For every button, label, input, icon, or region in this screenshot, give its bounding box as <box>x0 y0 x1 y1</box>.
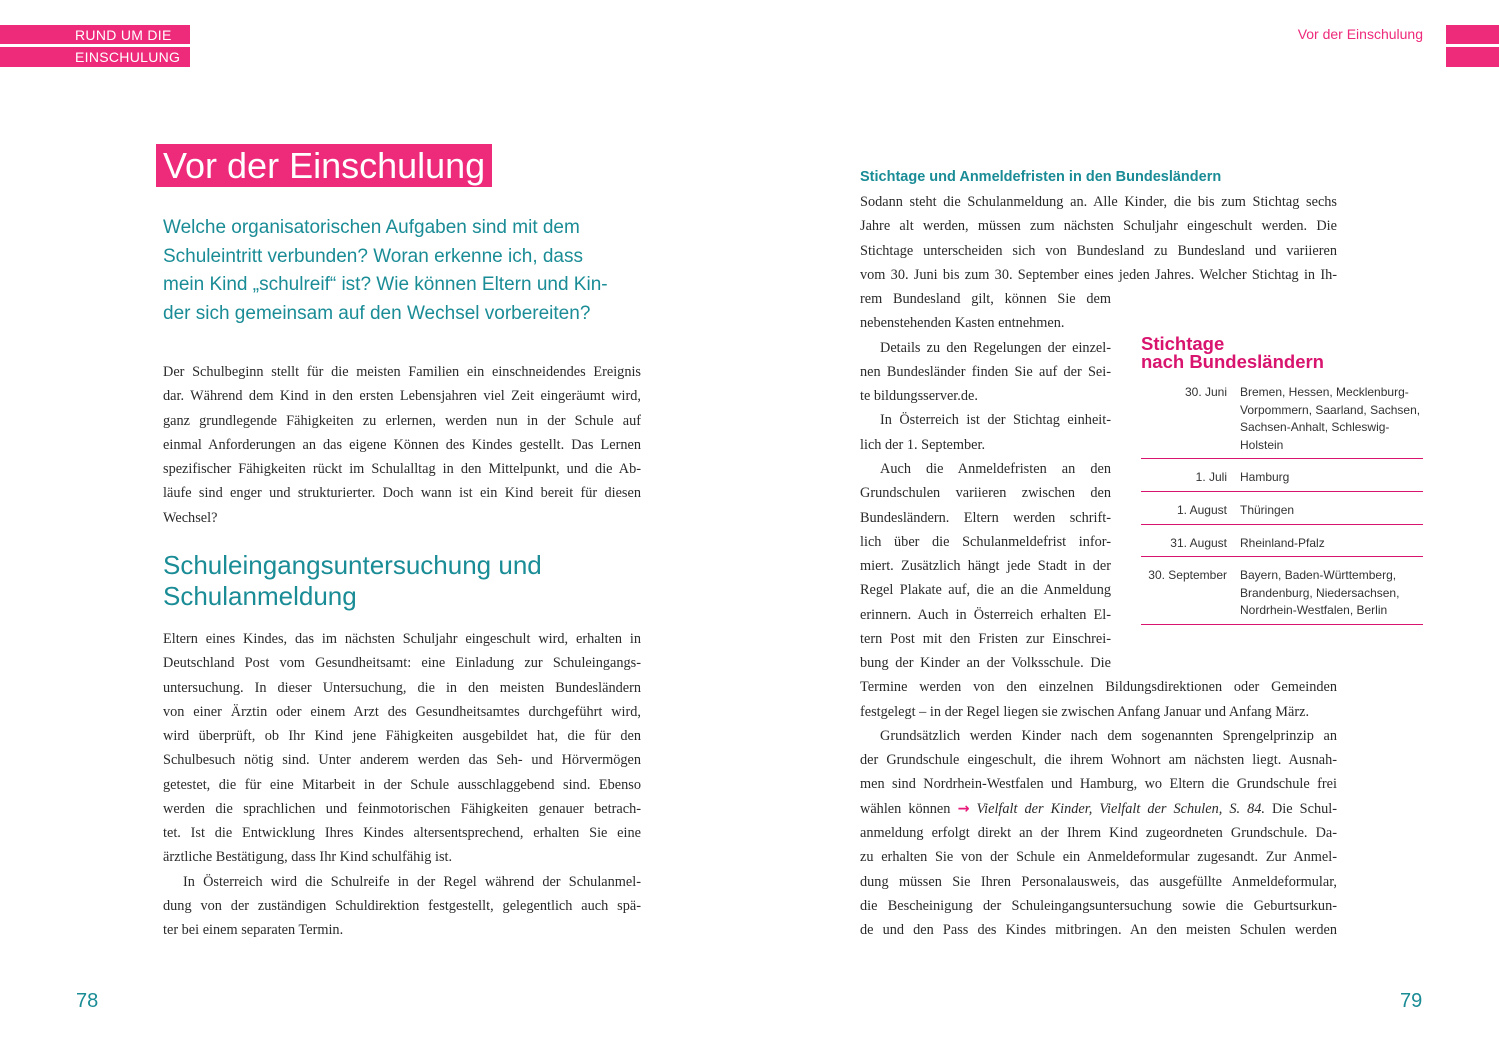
text-line: miert. Zusätzlich hängt jede Stadt in der <box>860 558 1111 575</box>
text-line: wird überprüft, ob Ihr Kind jene Fähigkeiten ausgebildet hat, die für den <box>163 728 641 745</box>
text-line: anmeldung erfolgt direkt an der Ihrem Kind zugeordneten Grundschule. Da- <box>860 825 1337 842</box>
text-line: lich der 1. September. <box>860 436 986 453</box>
section-heading-line: Schuleingangsuntersuchung und <box>163 550 542 580</box>
section-tag-line-1: RUND UM DIE <box>75 27 172 43</box>
stichtage-table <box>1141 382 1423 625</box>
intro-line: mein Kind „schulreif“ ist? Wie können Eltern und Kin- <box>163 274 608 296</box>
text-line: Wechsel? <box>163 509 218 526</box>
section-heading-line: Schulanmeldung <box>163 581 357 611</box>
row-date: 1. Juli <box>1195 470 1227 485</box>
text-line: ärztliche Bestätigung, dass Ihr Kind schulfähig ist. <box>163 849 453 866</box>
text-line: untersuchung. In dieser Untersuchung, die in den meisten Bundesländern <box>163 679 641 696</box>
text-line: Bundesländern. Eltern werden schrift- <box>860 509 1111 526</box>
text-line: Der Schulbeginn stellt für die meisten Familien ein einschneidendes Ereignis <box>163 364 641 380</box>
subheading: Stichtage und Anmeldefristen in den Bundesländern <box>860 169 1222 185</box>
row-states: Bremen, Hessen, Mecklenburg-Vorpommern, Saarland, Sachsen, Sachsen-Anhalt, Schleswig-Holstein <box>1240 385 1421 452</box>
page-number-left: 78 <box>76 990 99 1012</box>
text-line: ter bei einem separaten Termin. <box>163 922 344 939</box>
text-line: ganz grundlegende Fähigkeiten zu erlernen, werden nun in der Schule auf <box>163 412 641 429</box>
text-line: getestet, die für eine Mitarbeit in der Schule ausschlaggebend sind. Ebenso <box>163 776 641 793</box>
row-states: Hamburg <box>1240 470 1290 485</box>
text-line: In Österreich wird die Schulreife in der Regel während der Schulanmel- <box>183 873 641 890</box>
line-text: Die Schul- <box>1264 800 1337 817</box>
table-row <box>1141 459 1423 492</box>
text-line: bung der Kinder an der Volksschule. Die <box>860 655 1111 672</box>
intro-line: der sich gemeinsam auf den Wechsel vorbereiten? <box>163 303 591 325</box>
text-line: Details zu den Regelungen der einzel- <box>880 339 1111 356</box>
text-line: Termine werden von den einzelnen Bildungsdirektionen oder Gemeinden <box>860 679 1337 696</box>
intro-line: Schuleintritt verbunden? Woran erkenne ich, dass <box>163 245 584 267</box>
text-line: läufe sind enger und strukturierter. Doch wann ist ein Kind bereit für diesen <box>163 485 641 502</box>
page-number-right: 79 <box>1400 990 1423 1012</box>
row-date: 31. August <box>1170 535 1227 550</box>
table-row <box>1141 525 1423 558</box>
text-line: zu erhalten Sie von der Schule ein Anmeldeformular zugesandt. Zur Anmel- <box>860 849 1337 866</box>
box-title <box>1141 335 1324 371</box>
box-title-line: nach Bundesländern <box>1141 351 1324 372</box>
text-line: Deutschland Post vom Gesundheitsamt: eine Einladung zur Schuleingangs- <box>163 655 641 672</box>
text-line: lich über die Schulanmeldefrist infor- <box>860 533 1111 550</box>
row-date: 1. August <box>1176 502 1227 517</box>
text-line: nebenstehenden Kasten entnehmen. <box>860 315 1065 332</box>
text-line: de und den Pass des Kindes mitbringen. An den meisten Schulen werden <box>860 922 1337 939</box>
text-line: einmal Anforderungen an das eigene Können des Kindes gestellt. Das Lernen <box>163 436 641 453</box>
intro-lead <box>163 214 643 329</box>
text-line: In Österreich ist der Stichtag einheit- <box>880 412 1111 429</box>
page-title: Vor der Einschulung <box>156 144 492 187</box>
text-line: tern Post mit den Fristen zur Einschrei- <box>860 630 1111 647</box>
cross-reference-link[interactable]: Vielfalt der Kinder, Vielfalt der Schulen, S. 84. <box>976 800 1265 817</box>
arrow-right-icon: → <box>957 800 970 817</box>
line-text: wählen können <box>860 800 958 817</box>
text-line: men sind Nordrhein-Westfalen und Hamburg, wo Eltern die Grundschule frei <box>860 776 1337 793</box>
text-line: Grundsätzlich werden Kinder nach dem sogenannten Sprengelprinzip an <box>880 727 1337 744</box>
table-row <box>1141 382 1423 459</box>
row-date: 30. September <box>1148 568 1227 583</box>
text-line: spezifischer Fähigkeiten rückt im Schulalltag in den Mittelpunkt, und die Ab- <box>163 461 641 478</box>
text-line: erinnern. Auch in Österreich erhalten El- <box>860 606 1111 623</box>
intro-line: Welche organisatorischen Aufgaben sind mit dem <box>163 217 580 238</box>
text-line: Grundschulen variieren zwischen den <box>860 485 1111 502</box>
text-line <box>860 797 1337 821</box>
text-line: dung müssen Sie Ihren Personalausweis, das ausgefüllte Anmeldeformular, <box>860 873 1337 890</box>
text-line: Stichtage unterscheiden sich von Bundesland zu Bundesland und variieren <box>860 242 1337 259</box>
text-line: vom 30. Juni bis zum 30. September eines jeden Jahres. Welcher Stichtag in Ih- <box>860 266 1337 283</box>
text-line: der Grundschule eingeschult, die ihrem Wohnort am nächsten liegt. Ausnah- <box>860 752 1337 769</box>
box-title-line: Stichtage <box>1141 333 1225 354</box>
text-line: rem Bundesland gilt, können Sie dem <box>860 291 1111 308</box>
table-row <box>1141 557 1423 625</box>
row-states: Bayern, Baden-Württemberg, Brandenburg, Niedersachsen, Nordrhein-Westfalen, Berlin <box>1240 568 1400 618</box>
text-line: Sodann steht die Schulanmeldung an. Alle Kinder, die bis zum Stichtag sechs <box>860 194 1337 210</box>
right-tab-bar-bottom <box>1446 47 1499 67</box>
text-line: tet. Ist die Entwicklung Ihres Kindes altersentsprechend, erhalten Sie eine <box>163 825 641 842</box>
row-states: Thüringen <box>1240 502 1295 517</box>
section-heading <box>163 550 542 612</box>
text-line: dar. Während dem Kind in den ersten Lebensjahren viel Zeit eingeräumt wird, <box>163 388 641 405</box>
text-line: von einer Ärztin oder einem Arzt des Gesundheitsamtes durchgeführt wird, <box>163 703 641 720</box>
text-line: werden die sprachlichen und feinmotorischen Fähigkeiten genauer betrach- <box>163 800 641 817</box>
text-line: Regel Plakate auf, die an die Anmeldung <box>860 582 1111 599</box>
text-line: Jahre alt werden, müssen zum nächsten Schuljahr eingeschult werden. Die <box>860 218 1337 235</box>
text-line: nen Bundesländer finden Sie auf der Sei- <box>860 363 1111 380</box>
text-line: Schulbesuch nötig sind. Unter anderem werden das Seh- und Hörvermögen <box>163 752 641 769</box>
row-states: Rheinland-Pfalz <box>1240 535 1325 550</box>
text-line: te bildungsserver.de. <box>860 388 978 405</box>
running-head: Vor der Einschulung <box>1297 26 1423 42</box>
text-line: Eltern eines Kindes, das im nächsten Schuljahr eingeschult wird, erhalten in <box>163 631 641 647</box>
section-tag-line-2: EINSCHULUNG <box>75 49 181 65</box>
text-line: dung von der zuständigen Schuldirektion festgestellt, gelegentlich auch spä- <box>163 897 641 914</box>
text-line: Auch die Anmeldefristen an den <box>880 460 1111 477</box>
table-row <box>1141 492 1423 525</box>
right-tab-bar-top <box>1446 25 1499 44</box>
text-line: festgelegt – in der Regel liegen sie zwischen Anfang Januar und Anfang März. <box>860 703 1310 720</box>
text-line: die Bescheinigung der Schuleingangsuntersuchung sowie die Geburtsurkun- <box>860 897 1337 914</box>
row-date: 30. Juni <box>1184 385 1227 399</box>
